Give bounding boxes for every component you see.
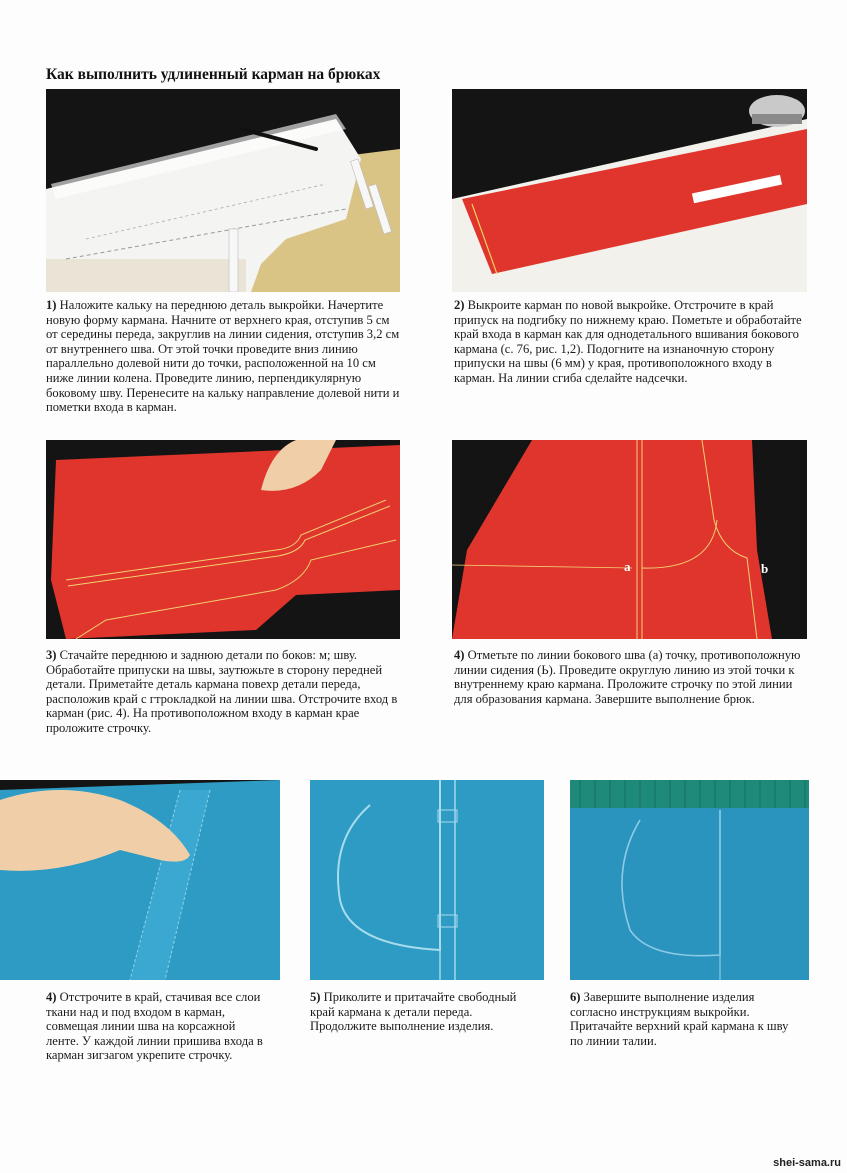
page-title: Как выполнить удлиненный карман на брюках [46, 66, 381, 83]
photo-step-4 [452, 440, 807, 639]
label-b: b [761, 561, 769, 576]
photo-step-1 [46, 89, 400, 292]
caption-step-2: 2) Выкроите карман по новой выкройке. Отстрочите в край припуск на подгибку по нижнему краю. Пометьте и обработайте край входа в карман как для однодетального вшивания бокового кармана (с. 76, рис. 1,2). Подогните на изнаночную сторону припуски на швы (6 мм) у края, противоположного входу в карман. На линии сгиба сделайте надсечки. [454, 298, 802, 385]
caption-step-5: 4) Отстрочите в край, стачивая все слои ткани над и под входом в карман, совмещая линии шва на корсажной ленте. У каждой линии пришива входа в карман зигзагом укрепите строчку. [46, 990, 263, 1063]
caption-step-4: 4) Отметьте по линии бокового шва (а) точку, противоположную линии сидения (Ь). Проведите округлую линию из этой точки к внутреннему краю кармана. Проложите строчку по этой линии для образования кармана. Завершите выполнение брюк. [454, 648, 801, 706]
photo-step-3 [46, 440, 400, 639]
site-watermark: shei-sama.ru [773, 1157, 841, 1169]
label-a: a [624, 559, 631, 574]
photo-step-5 [0, 780, 280, 980]
caption-step-7: 6) Завершите выполнение изделия согласно инструкциям выкройки. Притачайте верхний край кармана к шву по линии талии. [570, 990, 789, 1048]
caption-step-1: 1) Наложите кальку на переднюю деталь выкройки. Начертите новую форму кармана. Начните от верхнего края, отступив 5 см от середины переда, закруглив на линии сидения, отступив 3,2 см от внутреннего шва. От этой точки проведите вниз линию параллельно долевой нити до точки, расположенной на 10 см ниже линии колена. Проведите линию, перпендикулярную боковому шву. Перенесите на кальку направление долевой нити и пометки входа в карман. [46, 298, 400, 415]
photo-step-7 [570, 780, 809, 980]
photo-step-2 [452, 89, 807, 292]
caption-step-3: 3) Стачайте переднюю и заднюю детали по боков: м; шву. Обработайте припуски на швы, заутюжьте в сторону передней детали. Приметайте деталь кармана повехр детали переда, расположив край с гтрокладкой на линии шва. Отстрочите вход в карман (рис. 4). На противоположном входу в карман крае проложите строчку. [46, 648, 398, 735]
caption-step-6: 5) Приколите и притачайте свободный край кармана к детали переда. Продолжите выполнение изделия. [310, 990, 517, 1034]
photo-step-6 [310, 780, 544, 980]
